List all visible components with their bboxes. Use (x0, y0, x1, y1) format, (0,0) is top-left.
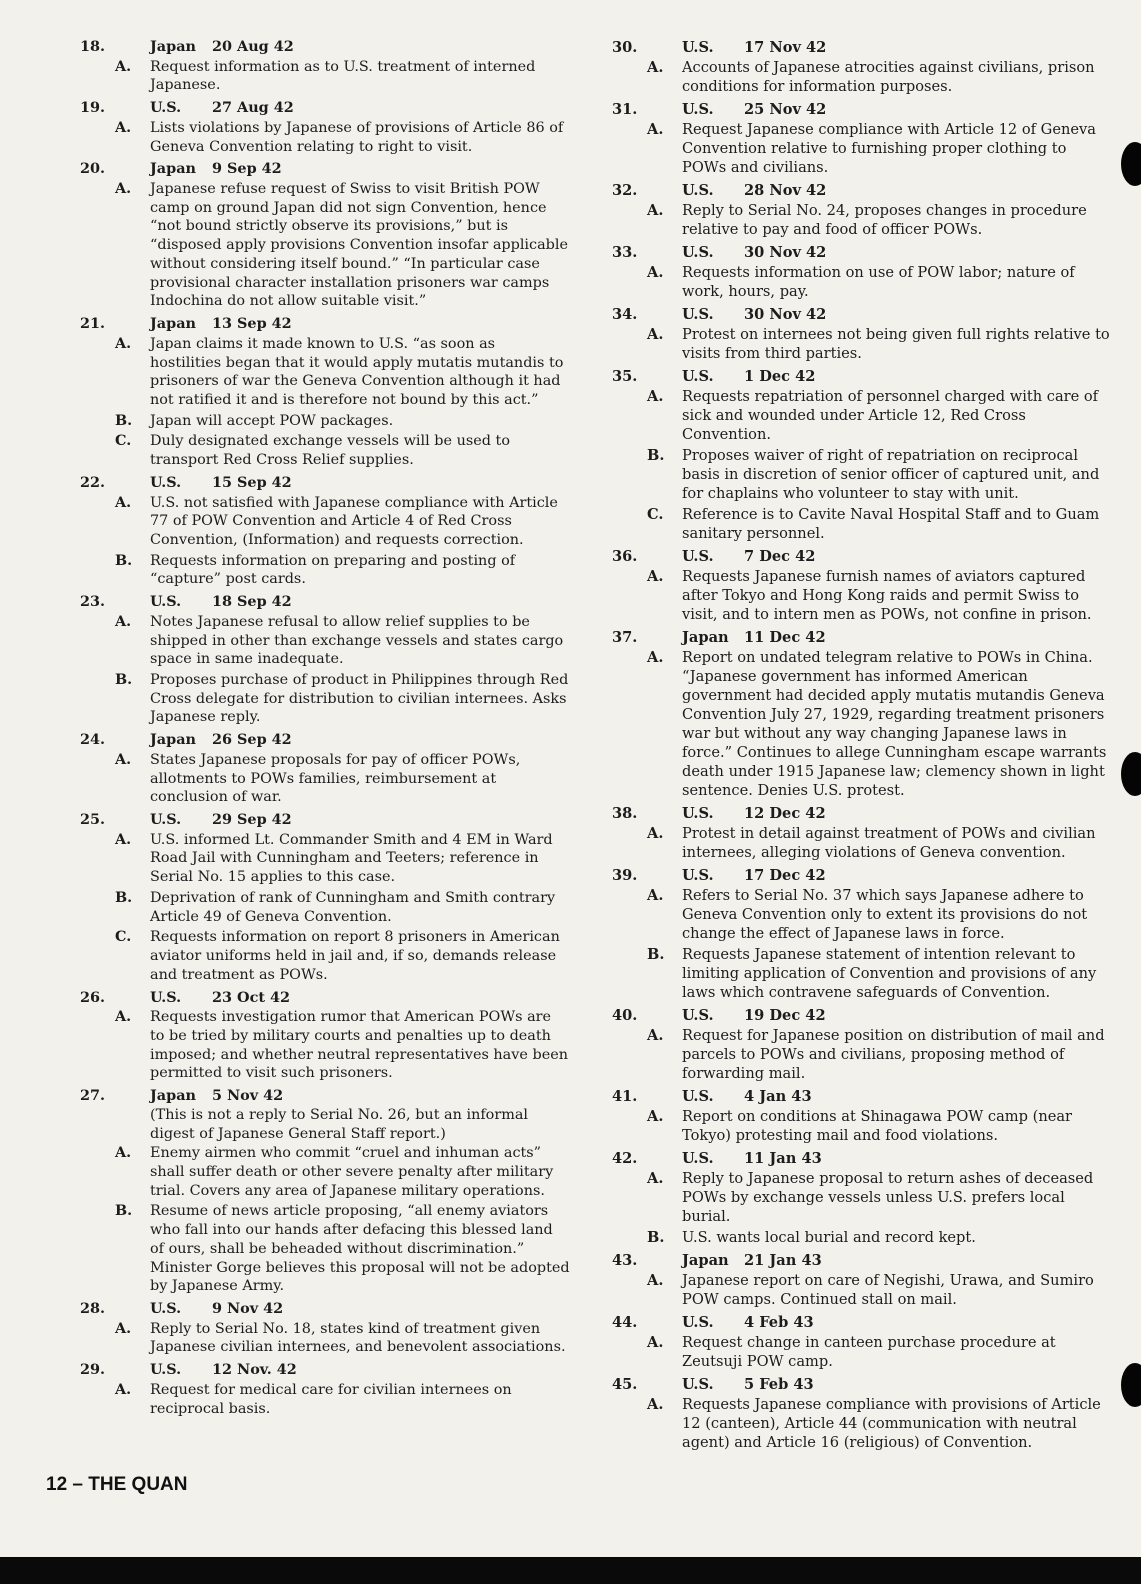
entry-item (80, 1202, 570, 1296)
entry-item (612, 325, 1112, 363)
item-text: Enemy airmen who commit “cruel and inhuman acts” shall suffer death or other severe penalty after military trial. Covers any area of Japanese military operations. (150, 1145, 554, 1199)
item-letter: A. (647, 1396, 664, 1413)
item-text: Proposes waiver of right of repatriation on reciprocal basis in discretion of senior officer of captured unit, and for chaplains who volunteer to stay with unit. (682, 447, 1100, 502)
entry-item (80, 1008, 570, 1083)
entry-date: 12 Nov. 42 (212, 1361, 297, 1379)
entry-date: 28 Nov 42 (744, 182, 827, 199)
serial-number: 20. (80, 160, 106, 178)
sender-country: U.S. (150, 988, 182, 1006)
entry-header (612, 305, 1112, 324)
entry-header (80, 474, 570, 493)
item-text: Requests Japanese furnish names of aviators captured after Tokyo and Hong Kong raids and permit Swiss to visit, and to intern men as POWs, not confine in prison. (682, 568, 1092, 623)
entry-date: 19 Dec 42 (744, 1007, 826, 1024)
item-text: Deprivation of rank of Cunningham and Smith contrary Article 49 of Geneva Convention. (150, 889, 556, 925)
item-letter: B. (115, 671, 133, 688)
entry-date: 5 Feb 43 (744, 1376, 814, 1393)
item-letter: A. (115, 1144, 132, 1162)
entry-item (612, 58, 1112, 96)
item-letter: A. (647, 388, 664, 405)
item-letter: A. (115, 830, 132, 848)
serial-entry (612, 243, 1112, 301)
item-letter: B. (115, 551, 133, 569)
item-letter: B. (647, 1229, 665, 1246)
entry-header (80, 811, 570, 830)
entry-date: 9 Nov 42 (212, 1300, 284, 1317)
sender-country: U.S. (682, 1007, 714, 1024)
serial-number: 31. (612, 101, 638, 118)
item-letter: B. (115, 411, 133, 429)
item-letter: A. (647, 202, 664, 219)
entry-date: 5 Nov 42 (212, 1087, 284, 1105)
item-letter: A. (647, 264, 664, 281)
item-text: Japan claims it made known to U.S. “as soon as hostilities began that it would apply mutatis mutandis to prisoners of war the Geneva Convention although it had not ratified it and is therefore not bound by this act.” (150, 335, 564, 408)
entry-date: 26 Sep 42 (212, 731, 292, 749)
serial-number: 39. (612, 867, 638, 884)
item-text: Requests information on preparing and posting of “capture” post cards. (150, 552, 516, 588)
entry-header (80, 38, 570, 57)
entry-date: 11 Dec 42 (744, 629, 826, 646)
sender-country: U.S. (682, 101, 714, 118)
entry-item (612, 945, 1112, 1002)
item-text: Report on conditions at Shinagawa POW camp (near Tokyo) protesting mail and food violations. (682, 1108, 1073, 1144)
entry-item (80, 494, 570, 550)
item-text: U.S. not satisfied with Japanese compliance with Article 77 of POW Convention and Article 4 of Red Cross Convention, (Information) and requests correction. (150, 494, 558, 548)
sender-country: U.S. (682, 1150, 714, 1167)
entry-item (80, 889, 570, 926)
entry-date: 29 Sep 42 (212, 811, 292, 829)
item-text: Proposes purchase of product in Philippines through Red Cross delegate for distribution to civilian internees. Asks Japanese reply. (150, 672, 569, 726)
serial-entry (612, 1006, 1112, 1083)
item-text: Request change in canteen purchase procedure at Zeutsuji POW camp. (682, 1334, 1056, 1370)
serial-number: 40. (612, 1007, 638, 1024)
serial-entry (612, 1251, 1112, 1309)
item-text: Lists violations by Japanese of provisions of Article 86 of Geneva Convention relating to right to visit. (150, 119, 564, 155)
serial-entry (80, 989, 570, 1084)
item-text: Protest in detail against treatment of POWs and civilian internees, alleging violations of Geneva convention. (682, 825, 1096, 861)
entry-item (80, 552, 570, 589)
item-letter: C. (647, 506, 664, 523)
serial-number: 33. (612, 244, 638, 261)
item-letter: A. (647, 1108, 664, 1125)
item-text: Reference is to Cavite Naval Hospital Staff and to Guam sanitary personnel. (682, 506, 1100, 542)
entry-header (612, 1006, 1112, 1025)
entry-item (612, 1271, 1112, 1309)
item-text: Refers to Serial No. 37 which says Japanese adhere to Geneva Convention only to extent its provisions do not change the effect of Japanese laws in force. (682, 887, 1088, 942)
serial-entry (612, 1149, 1112, 1247)
entry-item (612, 886, 1112, 943)
entry-header (612, 866, 1112, 885)
entry-header (80, 160, 570, 179)
entry-header (612, 100, 1112, 119)
binder-hole-icon (1121, 142, 1141, 186)
entry-header (612, 38, 1112, 57)
entry-header (612, 243, 1112, 262)
item-text: Protest on internees not being given full rights relative to visits from third parties. (682, 326, 1110, 362)
item-letter: A. (115, 1319, 132, 1337)
entry-item (612, 505, 1112, 543)
entry-date: 9 Sep 42 (212, 160, 282, 178)
entry-header (80, 1361, 570, 1380)
serial-entry (612, 367, 1112, 543)
serial-entry (80, 38, 570, 95)
entry-date: 27 Aug 42 (212, 99, 294, 117)
sender-country: U.S. (682, 548, 714, 565)
item-letter: A. (647, 121, 664, 138)
entry-date: 17 Nov 42 (744, 39, 827, 56)
sender-country: Japan (150, 1087, 196, 1105)
entry-date: 20 Aug 42 (212, 38, 294, 55)
serial-number: 28. (80, 1300, 106, 1317)
entry-item (612, 648, 1112, 800)
entry-item (80, 1144, 570, 1200)
serial-entry (612, 1087, 1112, 1145)
serial-number: 18. (80, 38, 106, 55)
sender-country: U.S. (150, 473, 182, 491)
serial-entry (80, 315, 570, 470)
item-letter: A. (115, 334, 132, 352)
entry-note: (This is not a reply to Serial No. 26, but an informal digest of Japanese General Staff report.) (150, 1106, 529, 1142)
sender-country: Japan (150, 38, 196, 55)
item-text: Requests information on use of POW labor; nature of work, hours, pay. (682, 264, 1075, 300)
entry-item (80, 751, 570, 807)
item-letter: A. (115, 1008, 132, 1026)
item-text: Requests Japanese compliance with provisions of Article 12 (canteen), Article 44 (communication with neutral agent) and Article 16 (religious) of Convention. (682, 1396, 1101, 1451)
entry-date: 23 Oct 42 (212, 988, 291, 1006)
serial-number: 29. (80, 1361, 106, 1379)
item-letter: A. (115, 612, 132, 630)
item-letter: A. (647, 1027, 664, 1044)
entry-date: 25 Nov 42 (744, 101, 827, 118)
sender-country: U.S. (150, 1361, 182, 1379)
entry-item (80, 671, 570, 727)
item-text: U.S. informed Lt. Commander Smith and 4 EM in Ward Road Jail with Cunningham and Teeters; reference in Serial No. 15 applies to this case. (150, 831, 553, 886)
entry-date: 15 Sep 42 (212, 473, 292, 491)
entry-header (80, 731, 570, 750)
serial-entry (80, 1361, 570, 1418)
entry-header (80, 989, 570, 1008)
sender-country: U.S. (682, 1376, 714, 1393)
entry-header (612, 181, 1112, 200)
entry-item (80, 928, 570, 984)
serial-entry (80, 474, 570, 589)
entry-item (80, 119, 570, 156)
item-text: Reply to Serial No. 24, proposes changes in procedure relative to pay and food of officer POWs. (682, 202, 1087, 238)
entry-header (80, 1300, 570, 1319)
sender-country: Japan (682, 629, 729, 646)
sender-country: U.S. (682, 244, 714, 261)
entry-header (612, 1375, 1112, 1394)
serial-number: 24. (80, 731, 106, 749)
entry-date: 12 Dec 42 (744, 805, 826, 822)
item-text: Requests repatriation of personnel charged with care of sick and wounded under Article 12, Red Cross Convention. (682, 388, 1099, 443)
entry-date: 1 Dec 42 (744, 368, 816, 385)
entry-item (612, 1107, 1112, 1145)
entry-date: 13 Sep 42 (212, 315, 292, 333)
item-text: Requests investigation rumor that American POWs are to be tried by military courts and penalties up to death imposed; and whether neutral representatives have been permitted to visit such prisoners. (150, 1009, 568, 1082)
binder-hole-icon (1121, 1363, 1141, 1407)
item-text: Japanese report on care of Negishi, Urawa, and Sumiro POW camps. Continued stall on mail. (682, 1272, 1094, 1308)
sender-country: U.S. (682, 39, 714, 56)
item-letter: A. (647, 1272, 664, 1289)
item-letter: A. (647, 825, 664, 842)
item-text: Requests Japanese statement of intention relevant to limiting application of Convention and provisions of any laws which contravene safeguards of Convention. (682, 946, 1097, 1001)
item-text: Request for medical care for civilian internees on reciprocal basis. (150, 1381, 512, 1417)
entry-header (612, 1149, 1112, 1168)
item-text: States Japanese proposals for pay of officer POWs, allotments to POWs families, reimbursement at conclusion of war. (150, 751, 521, 806)
entry-date: 30 Nov 42 (744, 244, 827, 261)
entry-date: 30 Nov 42 (744, 306, 827, 323)
entry-header (612, 547, 1112, 566)
serial-number: 26. (80, 988, 106, 1006)
sender-country: U.S. (682, 867, 714, 884)
scan-bottom-edge (0, 1557, 1141, 1584)
item-text: Request for Japanese position on distribution of mail and parcels to POWs and civilians, proposing method of forwarding mail. (682, 1027, 1105, 1082)
serial-entry (80, 1087, 570, 1296)
sender-country: U.S. (682, 182, 714, 199)
serial-entry (80, 1300, 570, 1357)
serial-number: 42. (612, 1150, 638, 1167)
sender-country: Japan (682, 1252, 729, 1269)
sender-country: U.S. (150, 593, 182, 611)
entry-item (612, 1333, 1112, 1371)
serial-entry (612, 181, 1112, 239)
serial-number: 34. (612, 306, 638, 323)
item-text: U.S. wants local burial and record kept. (682, 1229, 976, 1246)
entry-item (80, 1320, 570, 1357)
sender-country: U.S. (150, 99, 182, 117)
sender-country: Japan (150, 160, 196, 178)
serial-number: 38. (612, 805, 638, 822)
entry-date: 4 Feb 43 (744, 1314, 814, 1331)
serial-number: 25. (80, 811, 106, 829)
entry-date: 21 Jan 43 (744, 1252, 822, 1269)
entry-item (612, 201, 1112, 239)
item-text: Request information as to U.S. treatment of interned Japanese. (150, 58, 536, 94)
serial-number: 32. (612, 182, 638, 199)
item-text: Reply to Japanese proposal to return ashes of deceased POWs by exchange vessels unless U.S. prefers local burial. (682, 1170, 1094, 1225)
entry-item (612, 1228, 1112, 1247)
sender-country: Japan (150, 731, 196, 749)
item-letter: A. (115, 493, 132, 511)
sender-country: U.S. (682, 1314, 714, 1331)
item-letter: B. (647, 946, 665, 963)
entry-item (80, 412, 570, 431)
item-letter: A. (115, 118, 132, 136)
serial-entry (612, 38, 1112, 96)
entry-item (80, 831, 570, 887)
item-text: Duly designated exchange vessels will be used to transport Red Cross Relief supplies. (150, 433, 510, 469)
serial-number: 27. (80, 1087, 106, 1105)
entry-item (612, 1026, 1112, 1083)
item-letter: A. (115, 750, 132, 768)
entry-item (612, 263, 1112, 301)
entry-date: 17 Dec 42 (744, 867, 826, 884)
sender-country: U.S. (682, 306, 714, 323)
serial-entry (80, 593, 570, 727)
entry-header (612, 367, 1112, 386)
item-text: Notes Japanese refusal to allow relief supplies to be shipped in other than exchange vessels and states cargo space in same inadequate. (150, 613, 564, 668)
entry-header (80, 99, 570, 118)
item-text: Japanese refuse request of Swiss to visit British POW camp on ground Japan did not sign Convention, hence “not bound strictly observe its provisions,” but is “disposed apply provisions Convention insofar applicable without considering itself bound.” “In particular case provisional character installation prisoners war camps Indochina do not allow suitable visit.” (150, 181, 569, 310)
item-letter: A. (647, 59, 664, 76)
item-letter: B. (647, 447, 665, 464)
entry-item (612, 120, 1112, 177)
serial-number: 43. (612, 1252, 638, 1269)
serial-number: 22. (80, 473, 106, 491)
item-letter: A. (115, 1380, 132, 1398)
entry-header (80, 1087, 570, 1106)
entry-header (612, 804, 1112, 823)
serial-number: 45. (612, 1376, 638, 1393)
entry-header (612, 1087, 1112, 1106)
entry-item (612, 824, 1112, 862)
sender-country: U.S. (682, 1088, 714, 1105)
item-letter: B. (115, 1202, 133, 1220)
entry-date: 11 Jan 43 (744, 1150, 822, 1167)
entry-item (80, 613, 570, 669)
entry-item (80, 432, 570, 469)
sender-country: U.S. (150, 1300, 182, 1317)
serial-entry (80, 99, 570, 156)
entry-item (80, 58, 570, 95)
serial-number: 19. (80, 99, 106, 117)
entry-item (612, 1169, 1112, 1226)
serial-entry (612, 804, 1112, 862)
item-text: Request Japanese compliance with Article 12 of Geneva Convention relative to furnishing proper clothing to POWs and civilians. (682, 121, 1096, 176)
right-column (612, 38, 1112, 1456)
serial-entry (80, 731, 570, 807)
entry-item (80, 180, 570, 311)
serial-entry (612, 866, 1112, 1002)
left-column (80, 38, 570, 1422)
item-letter: C. (115, 432, 132, 450)
serial-number: 44. (612, 1314, 638, 1331)
item-text: Japan will accept POW packages. (150, 412, 394, 429)
serial-entry (612, 100, 1112, 177)
entry-date: 4 Jan 43 (744, 1088, 812, 1105)
entry-header (612, 628, 1112, 647)
serial-number: 37. (612, 629, 638, 646)
item-letter: A. (115, 57, 132, 75)
serial-number: 41. (612, 1088, 638, 1105)
item-letter: A. (647, 568, 664, 585)
serial-number: 35. (612, 368, 638, 385)
serial-entry (612, 1375, 1112, 1452)
serial-number: 36. (612, 548, 638, 565)
entry-header (612, 1313, 1112, 1332)
item-letter: A. (647, 1170, 664, 1187)
serial-entry (80, 811, 570, 984)
item-text: Accounts of Japanese atrocities against civilians, prison conditions for information purposes. (682, 59, 1095, 95)
entry-header (80, 315, 570, 334)
item-letter: A. (647, 887, 664, 904)
serial-number: 23. (80, 593, 106, 611)
entry-item (612, 387, 1112, 444)
entry-item (612, 567, 1112, 624)
entry-header (612, 1251, 1112, 1270)
serial-entry (612, 1313, 1112, 1371)
serial-number: 30. (612, 39, 638, 56)
sender-country: U.S. (682, 805, 714, 822)
item-letter: A. (647, 326, 664, 343)
page-footer: 12 – THE QUAN (46, 1474, 188, 1495)
item-letter: B. (115, 888, 133, 906)
entry-header (80, 593, 570, 612)
entry-item (80, 335, 570, 410)
entry-item (80, 1381, 570, 1418)
item-letter: A. (115, 180, 132, 198)
item-text: Reply to Serial No. 18, states kind of treatment given Japanese civilian internees, and benevolent associations. (150, 1320, 566, 1356)
entry-date: 18 Sep 42 (212, 593, 292, 611)
serial-number: 21. (80, 315, 106, 333)
serial-entry (80, 160, 570, 311)
entry-item (612, 446, 1112, 503)
sender-country: Japan (150, 315, 196, 333)
item-letter: A. (647, 1334, 664, 1351)
serial-entry (612, 547, 1112, 624)
item-text: Requests information on report 8 prisoners in American aviator uniforms held in jail and, if so, demands release and treatment as POWs. (150, 929, 560, 983)
item-letter: A. (647, 649, 664, 666)
item-text: Resume of news article proposing, “all enemy aviators who fall into our hands after defacing this blessed land of ours, shall be beheaded without discrimination.” Minister Gorge believes this proposal will not be adopted by Japanese Army. (150, 1203, 570, 1295)
entry-item (612, 1395, 1112, 1452)
binder-hole-icon (1121, 752, 1141, 796)
sender-country: U.S. (682, 368, 714, 385)
serial-entry (612, 305, 1112, 363)
serial-entry (612, 628, 1112, 800)
item-letter: C. (115, 928, 132, 946)
sender-country: U.S. (150, 811, 182, 829)
entry-date: 7 Dec 42 (744, 548, 816, 565)
item-text: Report on undated telegram relative to POWs in China. “Japanese government has informed American government had decided apply mutatis mutandis Geneva Convention July 27, 1929, regarding treatment prisoners war but without any way changing Japanese laws in force.” Continues to allege Cunningham escape warrants death under 1915 Japanese law; clemency shown in light sentence. Denies U.S. protest. (682, 649, 1107, 799)
